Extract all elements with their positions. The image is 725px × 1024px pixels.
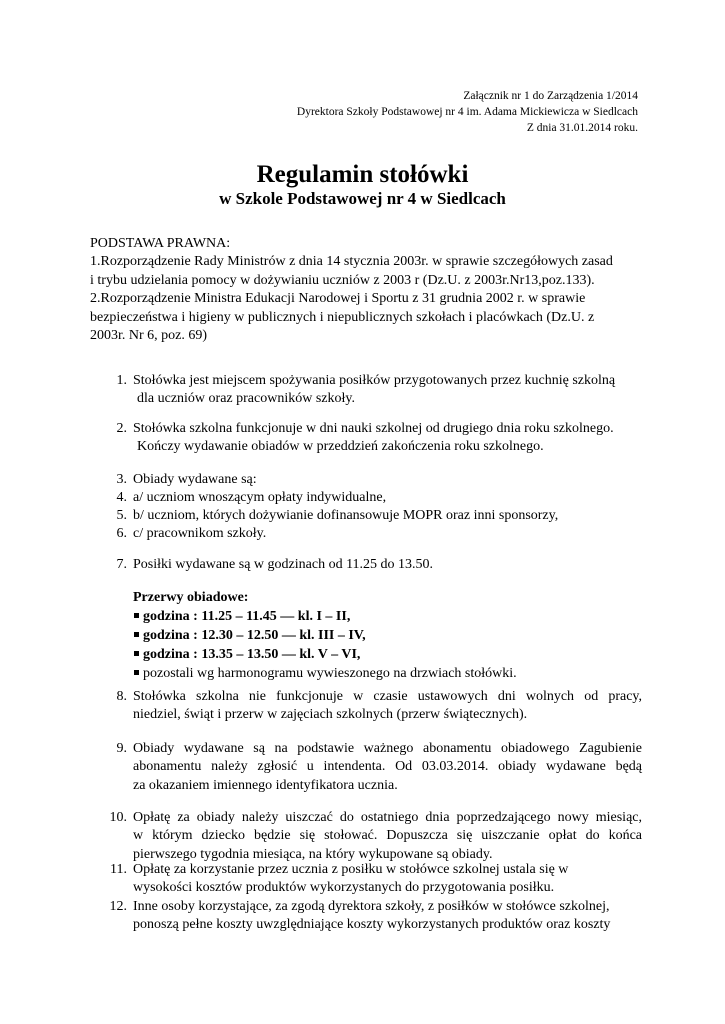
legal-basis-line: i trybu udzielania pomocy w dożywianiu uczniów z 2003 r (Dz.U. z 2003r.Nr13,poz.133). (90, 272, 595, 288)
list-item-text: a/ uczniom wnoszącym opłaty indywidualne, (133, 490, 387, 505)
list-item-line: Stołówka szkolna funkcjonuje w dni nauki szkolnej od drugiego dnia roku szkolnego. (133, 421, 614, 436)
lunch-breaks-heading: Przerwy obiadowe: (133, 590, 249, 605)
list-item-line: Stołówka szkolna nie funkcjonuje w czasie ustawowych dni wolnych od pracy, (133, 689, 642, 704)
bullet-icon (134, 632, 139, 637)
lunch-break-entry (133, 664, 517, 683)
legal-basis (90, 235, 642, 345)
list-item-number: 11. (110, 862, 127, 877)
legal-basis-line: 1.Rozporządzenie Rady Ministrów z dnia 14 stycznia 2003r. w sprawie szczegółowych zasad (90, 254, 613, 270)
list-item-line: wysokości kosztów produktów wykorzystanych do przygotowania posiłku. (133, 880, 555, 896)
list-item-line: ponoszą pełne koszty uwzględniające koszty wykorzystanych produktów oraz koszty (133, 917, 611, 933)
list-item-line: Stołówka jest miejscem spożywania posiłków przygotowanych przez kuchnię szkolną (133, 373, 616, 388)
annex-line-3: Z dnia 31.01.2014 roku. (526, 122, 638, 134)
list-item-number: 1. (116, 373, 127, 388)
list-item (90, 525, 642, 543)
list-item-line: niedziel, świąt i przerw w zajęciach szkolnych (przerw świątecznych). (133, 707, 528, 723)
list-item-number: 9. (116, 741, 127, 756)
list-item-line: Opłatę za korzystanie przez ucznia z posiłku w stołówce szkolnej ustala się w (133, 862, 569, 877)
legal-basis-line: 2003r. Nr 6, poz. 69) (90, 328, 208, 344)
list-item-number: 12. (109, 899, 127, 914)
annex-line-1: Załącznik nr 1 do Zarządzenia 1/2014 (463, 90, 638, 102)
list-item (90, 861, 642, 898)
lunch-break-entry (133, 626, 517, 645)
list-item (90, 809, 642, 864)
list-item-text: Posiłki wydawane są w godzinach od 11.25 do 13.50. (133, 557, 434, 572)
list-item-line: Opłatę za obiady należy uiszczać do ostatniego dnia poprzedzającego nowy miesiąc, (133, 810, 642, 825)
list-item-text (133, 688, 642, 725)
list-item-number: 5. (116, 508, 127, 523)
list-item (90, 372, 642, 409)
list-item-number: 2. (116, 421, 127, 436)
list-item-text (133, 372, 642, 409)
annex-note (297, 88, 638, 136)
lunch-break-text: pozostali wg harmonogramu wywieszonego na drzwiach stołówki. (143, 666, 517, 681)
list-item-line: za okazaniem imiennego identyfikatora ucznia. (133, 777, 398, 793)
list-item (90, 489, 642, 507)
document-subtitle: w Szkole Podstawowej nr 4 w Siedlcach (219, 189, 506, 208)
list-item-text: b/ uczniom, których dożywianie dofinansowuje MOPR oraz inni sponsorzy, (133, 508, 559, 523)
list-item-line: Kończy wydawanie obiadów w przeddzień zakończenia roku szkolnego. (137, 439, 544, 455)
list-item-line: w którym dziecko będzie się stołować. Dopuszcza się uiszczanie opłat do końca (133, 828, 642, 844)
list-item (90, 471, 642, 489)
lunch-break-text: godzina : 12.30 – 12.50 — kl. III – IV, (143, 628, 366, 643)
lunch-break-entry (133, 645, 517, 664)
lunch-breaks (133, 588, 517, 683)
list-item (90, 740, 642, 795)
list-item-number: 7. (116, 557, 127, 572)
list-item (90, 898, 642, 935)
lunch-break-text: godzina : 13.35 – 13.50 — kl. V – VI, (143, 647, 361, 662)
list-item-text (133, 740, 642, 795)
list-item-line: abonamentu należy zgłosić u intendenta. Od 03.03.2014. obiady wydawane będą (133, 759, 642, 775)
list-item (90, 556, 642, 574)
bullet-icon (134, 651, 139, 656)
lunch-break-entry (133, 607, 517, 626)
list-item-number: 3. (116, 472, 127, 487)
list-item (90, 688, 642, 725)
list-item-text: c/ pracownikom szkoły. (133, 526, 267, 541)
list-item (90, 420, 642, 457)
list-item-line: pierwszego tygodnia miesiąca, na który wykupowane są obiady. (133, 846, 493, 862)
list-item (90, 507, 642, 525)
legal-basis-line: 2.Rozporządzenie Ministra Edukacji Narodowej i Sportu z 31 grudnia 2002 r. w sprawie (90, 291, 586, 307)
list-item-line: Obiady wydawane są na podstawie ważnego abonamentu obiadowego Zagubienie (133, 741, 642, 756)
annex-line-2: Dyrektora Szkoły Podstawowej nr 4 im. Adama Mickiewicza w Siedlcach (296, 106, 638, 118)
bullet-icon (134, 613, 139, 618)
document-title: Regulamin stołówki (256, 161, 469, 188)
list-item-text (133, 809, 642, 864)
list-item-number: 8. (116, 689, 127, 704)
list-item-line: Inne osoby korzystające, za zgodą dyrektora szkoły, z posiłków w stołówce szkolnej, (133, 899, 610, 914)
lunch-break-text: godzina : 11.25 – 11.45 — kl. I – II, (143, 609, 351, 624)
list-item-line: dla uczniów oraz pracowników szkoły. (137, 391, 355, 407)
list-item-number: 4. (116, 490, 127, 505)
list-item-number: 6. (116, 526, 127, 541)
list-item-number: 10. (109, 810, 127, 825)
list-item-text (133, 898, 642, 935)
list-item-text (133, 420, 642, 457)
legal-basis-heading: PODSTAWA PRAWNA: (90, 236, 231, 251)
list-item-text: Obiady wydawane są: (133, 472, 257, 487)
legal-basis-line: bezpieczeństwa i higieny w publicznych i niepublicznych szkołach i placówkach (Dz.U. z (90, 309, 595, 325)
bullet-icon (134, 670, 139, 675)
list-item-text (133, 861, 642, 898)
